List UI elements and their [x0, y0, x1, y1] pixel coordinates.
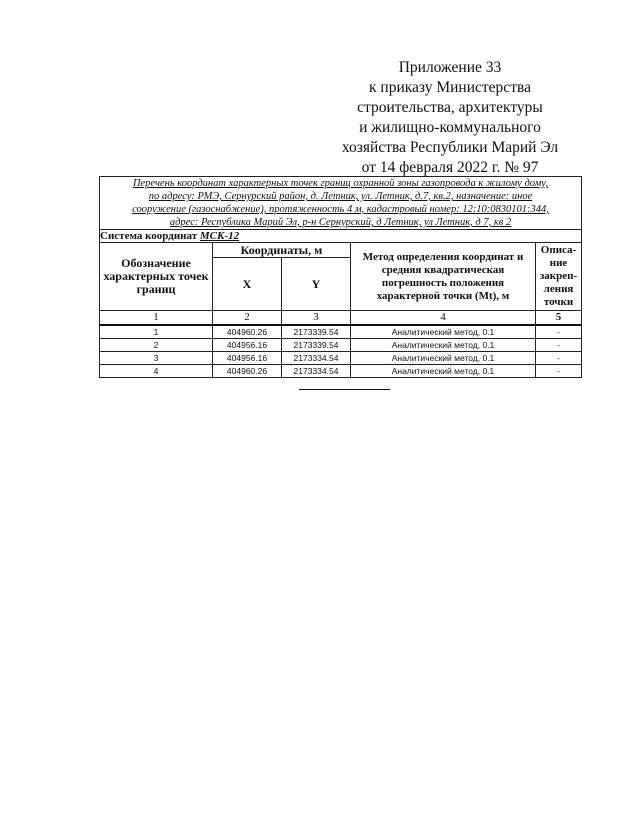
closing-line — [299, 389, 390, 390]
cell-point: 1 — [100, 325, 213, 339]
column-number: 3 — [282, 311, 351, 326]
appendix-line: и жилищно-коммунального — [359, 119, 541, 136]
appendix-line: строительства, архитектуры — [357, 99, 543, 116]
header-desc: Описа-ние закреп-ления точки — [536, 243, 582, 311]
table-title-line: по адресу: РМЭ, Сернурский район, д. Летник, ул. Летник, д.7, кв.2, назначение: иное — [148, 191, 533, 202]
table-title-line: сооружение (газоснабжение), протяженность 4 м, кадастровый номер: 12:10:0830101:344, — [132, 204, 549, 215]
coordinate-system-value: МСК-12 — [199, 230, 240, 242]
cell-y: 2173339.54 — [282, 325, 351, 339]
cell-x: 404956.16 — [213, 352, 282, 365]
cell-y: 2173334.54 — [282, 352, 351, 365]
appendix-line: от 14 февраля 2022 г. № 97 — [361, 159, 539, 176]
table-row — [100, 352, 582, 365]
header-y: Y — [282, 258, 351, 311]
appendix-header — [320, 58, 580, 178]
cell-point: 2 — [100, 339, 213, 352]
cell-point: 4 — [100, 365, 213, 378]
table-row — [100, 365, 582, 378]
appendix-line: хозяйства Республики Марий Эл — [341, 139, 559, 156]
cell-method: Аналитический метод, 0.1 — [351, 325, 536, 339]
cell-y: 2173334.54 — [282, 365, 351, 378]
column-number: 4 — [351, 311, 536, 326]
column-number: 1 — [100, 311, 213, 326]
column-number: 5 — [536, 311, 582, 326]
coordinates-table — [99, 176, 582, 378]
cell-method: Аналитический метод, 0.1 — [351, 365, 536, 378]
header-point: Обозначение характерных точек границ — [100, 243, 213, 311]
coordinate-system — [100, 230, 582, 243]
header-method: Метод определения координат и средняя квадратическая погрешность положения характерной точки (Mt), м — [351, 243, 536, 311]
appendix-line: к приказу Министерства — [369, 79, 531, 96]
table-title-line: Перечень координат характерных точек границ охранной зоны газопровода к жилому дому, — [132, 178, 549, 189]
column-number: 2 — [213, 311, 282, 326]
cell-method: Аналитический метод, 0.1 — [351, 352, 536, 365]
cell-method: Аналитический метод, 0.1 — [351, 339, 536, 352]
cell-desc: - — [536, 339, 582, 352]
table-row — [100, 325, 582, 339]
column-numbers-row — [100, 311, 582, 326]
cell-desc: - — [536, 365, 582, 378]
coordinate-system-label: Система координат — [100, 230, 198, 242]
cell-desc: - — [536, 325, 582, 339]
cell-x: 404960.26 — [213, 365, 282, 378]
cell-x: 404960.26 — [213, 325, 282, 339]
cell-x: 404956.16 — [213, 339, 282, 352]
header-x: X — [213, 258, 282, 311]
table-title-line: адрес: Республика Марий Эл, р-н Сернурский, д Летник, ул Летник, д 7, кв 2 — [169, 217, 512, 228]
cell-y: 2173339.54 — [282, 339, 351, 352]
table-title — [100, 177, 582, 230]
cell-desc: - — [536, 352, 582, 365]
header-coords: Координаты, м — [213, 243, 351, 258]
table-row — [100, 339, 582, 352]
cell-point: 3 — [100, 352, 213, 365]
appendix-line: Приложение 33 — [398, 59, 502, 76]
